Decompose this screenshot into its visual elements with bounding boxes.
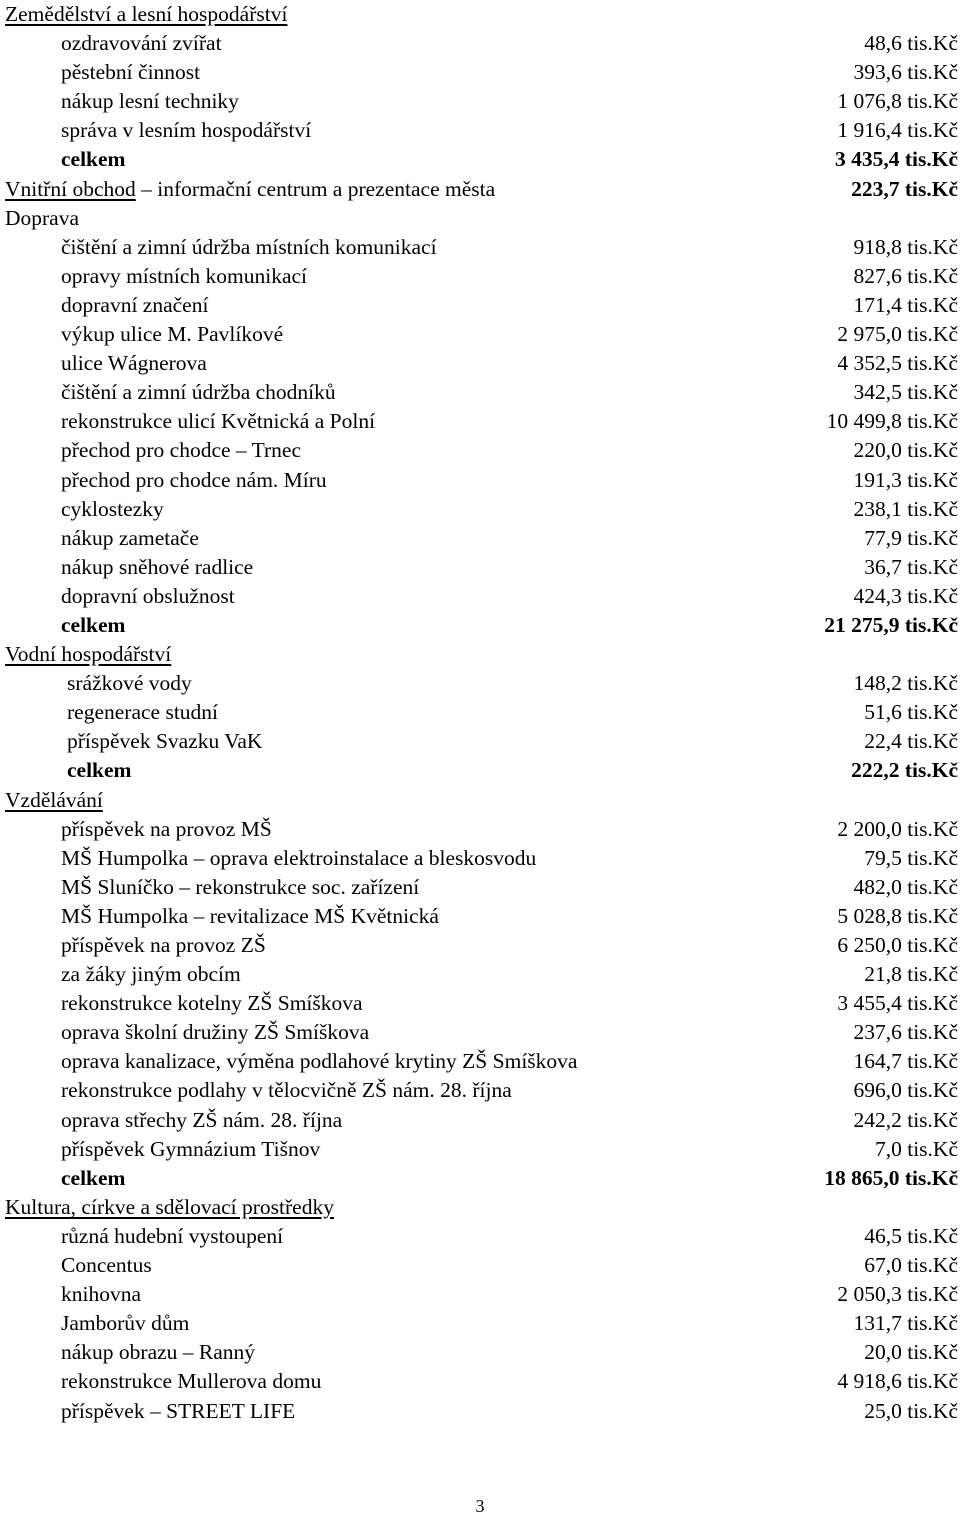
item-label: správa v lesním hospodářství [61, 118, 312, 143]
list-item [5, 1047, 960, 1076]
item-amount: 1 076,8 tis.Kč [837, 89, 958, 114]
item-amount: 77,9 tis.Kč [864, 525, 958, 550]
item-amount: 918,8 tis.Kč [853, 234, 958, 259]
item-label: Concentus [61, 1253, 152, 1278]
item-amount: 2 200,0 tis.Kč [837, 816, 958, 841]
section-heading-label: Kultura, církve a sdělovací prostředky [5, 1194, 334, 1219]
item-label: nákup sněhové radlice [61, 554, 254, 579]
item-amount: 4 352,5 tis.Kč [837, 351, 958, 376]
list-item [5, 1338, 960, 1367]
section-total [5, 611, 960, 640]
list-item [5, 1106, 960, 1135]
item-label: oprava školní družiny ZŠ Smíškova [61, 1020, 370, 1045]
item-amount: 2 975,0 tis.Kč [837, 322, 958, 347]
item-amount: 10 499,8 tis.Kč [826, 409, 958, 434]
item-label: příspěvek na provoz ZŠ [61, 933, 266, 957]
list-item [5, 524, 960, 553]
item-label: regenerace studní [67, 700, 219, 725]
item-label: ulice Wágnerova [61, 351, 207, 376]
item-label: čištění a zimní údržba chodníků [61, 380, 336, 405]
list-item [5, 1135, 960, 1164]
list-item [5, 87, 960, 116]
item-amount: 36,7 tis.Kč [864, 554, 958, 579]
item-amount: 242,2 tis.Kč [853, 1107, 958, 1132]
list-item [5, 960, 960, 989]
total-label: celkem [61, 147, 126, 172]
list-item [5, 466, 960, 495]
item-label: opravy místních komunikací [61, 263, 308, 288]
item-amount: 342,5 tis.Kč [853, 380, 958, 405]
item-label: rekonstrukce ulicí Květnická a Polní [61, 409, 376, 434]
item-label: Jamborův dům [61, 1311, 190, 1336]
list-item [5, 727, 960, 756]
item-label: rekonstrukce Mullerova domu [61, 1369, 322, 1394]
item-label: pěstební činnost [61, 60, 201, 85]
list-item [5, 902, 960, 931]
item-amount: 220,0 tis.Kč [853, 438, 958, 463]
item-amount: 424,3 tis.Kč [853, 583, 958, 608]
item-amount: 393,6 tis.Kč [853, 60, 958, 85]
item-amount: 164,7 tis.Kč [853, 1049, 958, 1074]
item-label: MŠ Sluníčko – rekonstrukce soc. zařízení [61, 874, 420, 899]
item-amount: 3 455,4 tis.Kč [837, 991, 958, 1016]
section-heading-internal-trade [5, 175, 960, 204]
list-item [5, 29, 960, 58]
list-item [5, 1076, 960, 1105]
item-label: nákup lesní techniky [61, 89, 239, 114]
item-amount: 20,0 tis.Kč [864, 1340, 958, 1365]
total-amount: 21 275,9 tis.Kč [824, 612, 958, 637]
total-amount: 3 435,4 tis.Kč [834, 147, 958, 172]
section-heading-water [5, 640, 960, 669]
item-label: srážkové vody [67, 671, 192, 696]
page-number: 3 [475, 1496, 485, 1516]
item-amount: 79,5 tis.Kč [864, 845, 958, 870]
item-amount: 21,8 tis.Kč [864, 962, 958, 987]
list-item [5, 349, 960, 378]
item-amount: 827,6 tis.Kč [853, 263, 958, 288]
total-label: celkem [61, 612, 126, 637]
list-item [5, 116, 960, 145]
section-heading-label [5, 175, 495, 204]
item-label: přechod pro chodce – Trnec [61, 438, 302, 463]
list-item [5, 291, 960, 320]
item-amount: 51,6 tis.Kč [864, 700, 958, 725]
list-item [5, 989, 960, 1018]
list-item [5, 436, 960, 465]
section-heading-underlined: Vnitřní obchod [5, 176, 136, 201]
total-label: celkem [67, 758, 132, 783]
item-label: MŠ Humpolka – oprava elektroinstalace a bleskosvodu [61, 845, 537, 870]
item-label: ozdravování zvířat [61, 31, 222, 56]
section-heading-label: Vodní hospodářství [5, 642, 172, 667]
list-item [5, 407, 960, 436]
list-item [5, 931, 960, 960]
item-label: různá hudební vystoupení [61, 1223, 284, 1248]
item-amount: 67,0 tis.Kč [864, 1253, 958, 1278]
list-item [5, 233, 960, 262]
section-heading-agriculture [5, 0, 960, 29]
section-heading-label: Vzdělávání [5, 787, 103, 812]
item-label: knihovna [61, 1282, 142, 1307]
section-amount: 223,7 tis.Kč [851, 176, 958, 201]
item-amount: 22,4 tis.Kč [864, 729, 958, 754]
section-heading-education [5, 786, 960, 815]
list-item [5, 1397, 960, 1426]
item-label: nákup zametače [61, 525, 199, 550]
item-label: za žáky jiným obcím [61, 962, 241, 987]
item-amount: 6 250,0 tis.Kč [837, 933, 958, 957]
total-label: celkem [61, 1165, 126, 1190]
item-label: MŠ Humpolka – revitalizace MŠ Květnická [61, 903, 439, 928]
item-label: příspěvek na provoz MŠ [61, 816, 272, 841]
section-heading-transport [5, 204, 960, 233]
item-label: dopravní obslužnost [61, 583, 235, 608]
budget-document [5, 0, 960, 1426]
list-item [5, 1251, 960, 1280]
list-item [5, 1280, 960, 1309]
item-amount: 5 028,8 tis.Kč [837, 903, 958, 928]
item-amount: 171,4 tis.Kč [853, 292, 958, 317]
list-item [5, 320, 960, 349]
item-amount: 191,3 tis.Kč [853, 467, 958, 492]
item-label: rekonstrukce kotelny ZŠ Smíškova [61, 991, 363, 1016]
list-item [5, 1367, 960, 1396]
item-amount: 4 918,6 tis.Kč [837, 1369, 958, 1394]
item-amount: 237,6 tis.Kč [853, 1020, 958, 1045]
item-label: oprava střechy ZŠ nám. 28. října [61, 1107, 343, 1132]
list-item [5, 669, 960, 698]
list-item [5, 378, 960, 407]
item-label: přechod pro chodce nám. Míru [61, 467, 327, 492]
list-item [5, 815, 960, 844]
item-label: čištění a zimní údržba místních komunikací [61, 234, 437, 259]
list-item [5, 495, 960, 524]
list-item [5, 844, 960, 873]
item-amount: 48,6 tis.Kč [864, 31, 958, 56]
section-total [5, 756, 960, 785]
item-label: příspěvek – STREET LIFE [61, 1398, 296, 1423]
section-heading-label: Zemědělství a lesní hospodářství [5, 2, 288, 26]
total-amount: 222,2 tis.Kč [851, 758, 958, 783]
item-amount: 2 050,3 tis.Kč [837, 1282, 958, 1307]
item-amount: 696,0 tis.Kč [853, 1078, 958, 1103]
item-label: cyklostezky [61, 496, 164, 521]
list-item [5, 58, 960, 87]
section-heading-rest: – informační centrum a prezentace města [135, 176, 496, 201]
list-item [5, 1309, 960, 1338]
list-item [5, 698, 960, 727]
item-label: příspěvek Gymnázium Tišnov [61, 1136, 321, 1161]
item-amount: 1 916,4 tis.Kč [837, 118, 958, 143]
list-item [5, 1018, 960, 1047]
list-item [5, 1222, 960, 1251]
item-label: rekonstrukce podlahy v tělocvičně ZŠ nám. 28. října [61, 1078, 512, 1103]
section-total [5, 1164, 960, 1193]
item-amount: 238,1 tis.Kč [853, 496, 958, 521]
item-amount: 7,0 tis.Kč [874, 1136, 958, 1161]
section-total [5, 145, 960, 174]
item-label: oprava kanalizace, výměna podlahové krytiny ZŠ Smíškova [61, 1049, 578, 1074]
item-amount: 131,7 tis.Kč [853, 1311, 958, 1336]
section-heading-label: Doprava [5, 205, 80, 230]
list-item [5, 873, 960, 902]
total-amount: 18 865,0 tis.Kč [824, 1165, 958, 1190]
item-amount: 25,0 tis.Kč [864, 1398, 958, 1423]
item-label: výkup ulice M. Pavlíkové [61, 322, 284, 347]
item-amount: 148,2 tis.Kč [853, 671, 958, 696]
list-item [5, 262, 960, 291]
section-heading-culture [5, 1193, 960, 1222]
list-item [5, 553, 960, 582]
item-label: nákup obrazu – Ranný [61, 1340, 256, 1365]
item-label: příspěvek Svazku VaK [67, 729, 263, 754]
list-item [5, 582, 960, 611]
item-amount: 482,0 tis.Kč [853, 874, 958, 899]
item-amount: 46,5 tis.Kč [864, 1223, 958, 1248]
item-label: dopravní značení [61, 292, 209, 317]
